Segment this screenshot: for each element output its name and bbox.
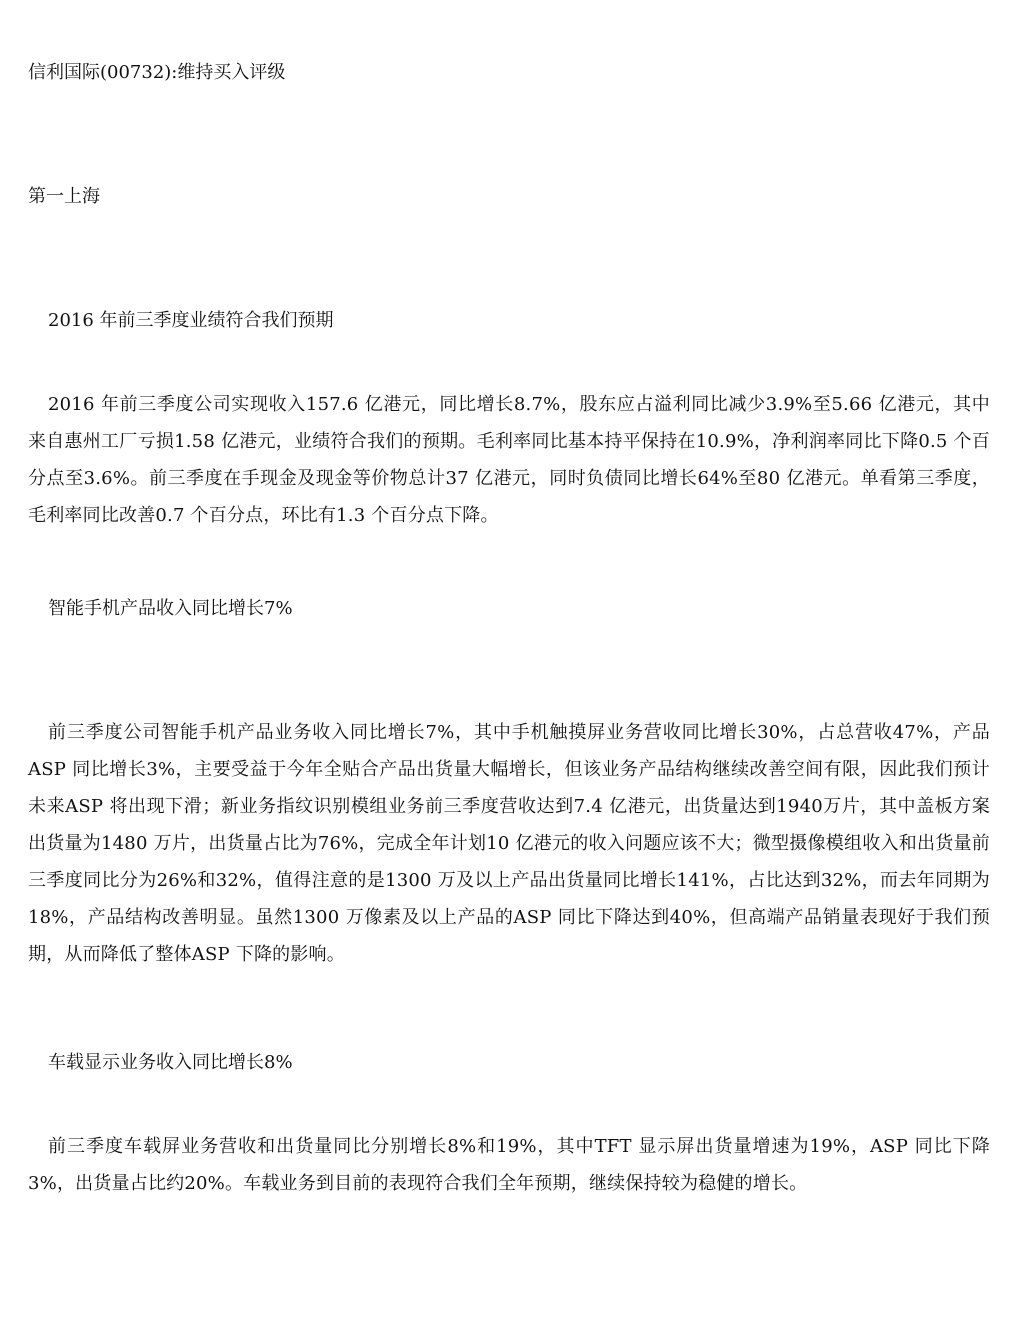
section-heading-2: 智能手机产品收入同比增长7% (48, 598, 293, 619)
section-paragraph-2: 前三季度公司智能手机产品业务收入同比增长7%，其中手机触摸屏业务营收同比增长30%，占总营收47%，产品ASP 同比增长3%，主要受益于今年全贴合产品出货量大幅增长，但该业务产品结构继续改善空间有限，因此我们预计未来ASP 将出现下滑；新业务指纹识别模组业务前三季度营收达到7.4 亿港元，出货量达到1940万片，其中盖板方案出货量为1480 万片，出货量占比为76%，完成全年计划10 亿港元的收入问题应该不大；微型摄像模组收入和出货量前三季度同比分为26%和32%，值得注意的是1300 万及以上产品出货量同比增长141%，占比达到32%，而去年同期为18%，产品结构改善明显。虽然1300 万像素及以上产品的ASP 同比下降达到40%，但高端产品销量表现好于我们预期，从而降低了整体ASP 下降的影响。 (28, 722, 990, 965)
section-heading-1: 2016 年前三季度业绩符合我们预期 (48, 310, 334, 331)
section-paragraph-3: 前三季度车载屏业务营收和出货量同比分别增长8%和19%，其中TFT 显示屏出货量增速为19%，ASP 同比下降3%，出货量占比约20%。车载业务到目前的表现符合我们全年预期，继续保持较为稳健的增长。 (28, 1136, 990, 1194)
document-title: 信利国际(00732):维持买入评级 (28, 62, 286, 83)
section-heading-3: 车载显示业务收入同比增长8% (48, 1052, 293, 1073)
source-name: 第一上海 (28, 186, 100, 207)
section-paragraph-1: 2016 年前三季度公司实现收入157.6 亿港元，同比增长8.7%，股东应占溢利同比减少3.9%至5.66 亿港元，其中来自惠州工厂亏损1.58 亿港元，业绩符合我们的预期。毛利率同比基本持平保持在10.9%，净利润率同比下降0.5 个百分点至3.6%。前三季度在手现金及现金等价物总计37 亿港元，同时负债同比增长64%至80 亿港元。单看第三季度，毛利率同比改善0.7 个百分点，环比有1.3 个百分点下降。 (28, 394, 990, 526)
